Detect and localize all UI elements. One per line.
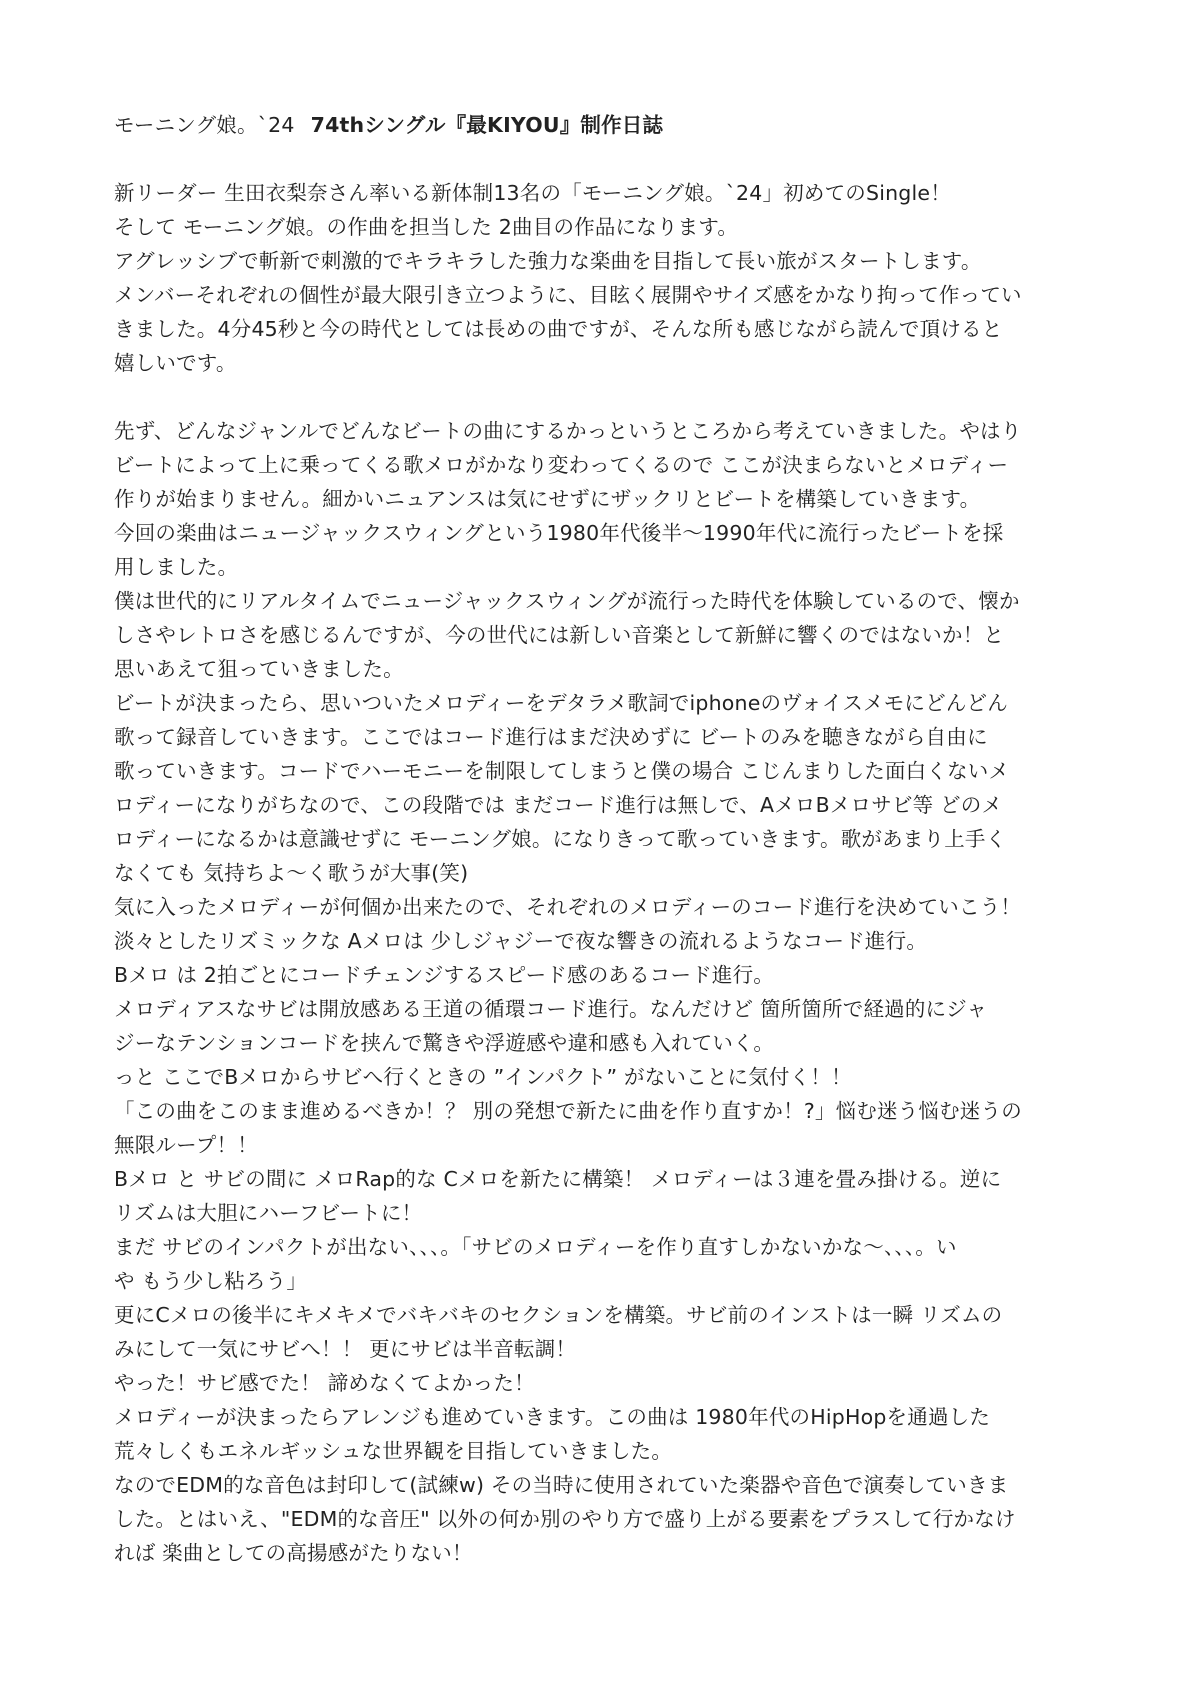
process-paragraph <box>114 414 1084 1570</box>
text-line: や もう少し粘ろう」 <box>114 1269 308 1293</box>
text-line: メロディーが決まったらアレンジも進めていきます。この曲は 1980年代のHipHopを通過した <box>114 1405 991 1429</box>
intro-paragraph <box>114 176 1084 380</box>
text-line: 今回の楽曲はニュージャックスウィングという1980年代後半〜1990年代に流行ったビートを採 <box>114 521 1004 545</box>
text-line: しさやレトロさを感じるんですが、今の世代には新しい音楽として新鮮に響くのではないか！と <box>114 623 1005 647</box>
text-line: アグレッシブで斬新で刺激的でキラキラした強力な楽曲を目指して長い旅がスタートします。 <box>114 249 982 273</box>
title-group-name: モーニング娘。`24 <box>114 113 295 137</box>
text-line: 歌って録音していきます。ここではコード進行はまだ決めずに ビートのみを聴きながら自由に <box>114 725 988 749</box>
text-line: 淡々としたリズミックな Aメロは 少しジャジーで夜な響きの流れるようなコード進行。 <box>114 929 928 953</box>
text-line: Bメロ は 2拍ごとにコードチェンジするスピード感のあるコード進行。 <box>114 963 774 987</box>
text-line: ロディーになるかは意識せずに モーニング娘。になりきって歌っていきます。歌があまり上手く <box>114 827 1007 851</box>
text-line: きました。4分45秒と今の時代としては長めの曲ですが、そんな所も感じながら読んで頂けると <box>114 317 1003 341</box>
text-line: 無限ループ！！ <box>114 1133 258 1157</box>
text-line: ビートが決まったら、思いついたメロディーをデタラメ歌詞でiphoneのヴォイスメモにどんどん <box>114 691 1008 715</box>
text-line: ビートによって上に乗ってくる歌メロがかなり変わってくるので ここが決まらないとメロディー <box>114 453 1009 477</box>
text-line: そして モーニング娘。の作曲を担当した 2曲目の作品になります。 <box>114 215 739 239</box>
text-line: 先ず、どんなジャンルでどんなビートの曲にするかっというところから考えていきました。やはり <box>114 419 1022 443</box>
text-line: メンバーそれぞれの個性が最大限引き立つように、目眩く展開やサイズ感をかなり拘って作ってい <box>114 283 1022 307</box>
text-line: なくても 気持ちよ〜く歌うが大事(笑) <box>114 861 469 885</box>
title-single-name: 74thシングル『最KIYOU』制作日誌 <box>310 113 664 137</box>
text-line: Bメロ と サビの間に メロRap的な Cメロを新たに構築！ メロディーは３連を畳み掛ける。逆に <box>114 1167 1002 1191</box>
text-line: 思いあえて狙っていきました。 <box>114 657 404 681</box>
text-line: ロディーになりがちなので、この段階では まだコード進行は無しで、AメロBメロサビ等 どのメ <box>114 793 1003 817</box>
text-line: 気に入ったメロディーが何個か出来たので、それぞれのメロディーのコード進行を決めていこう！ <box>114 895 1022 919</box>
text-line: 作りが始まりません。細かいニュアンスは気にせずにザックリとビートを構築していきます。 <box>114 487 981 511</box>
text-line: れば 楽曲としての高揚感がたりない！ <box>114 1541 473 1565</box>
text-line: みにして一気にサビへ！！ 更にサビは半音転調！ <box>114 1337 577 1361</box>
text-line: 更にCメロの後半にキメキメでバキバキのセクションを構築。サビ前のインストは一瞬 リズムの <box>114 1303 1003 1327</box>
document-page <box>114 108 1084 1570</box>
text-line: 嬉しいです。 <box>114 351 237 375</box>
text-line: ジーなテンションコードを挟んで驚きや浮遊感や違和感も入れていく。 <box>114 1031 775 1055</box>
text-line: やった！サビ感でた！ 諦めなくてよかった！ <box>114 1371 535 1395</box>
text-line: した。とはいえ、"EDM的な音圧" 以外の何か別のやり方で盛り上がる要素をプラスして行かなけ <box>114 1507 1016 1531</box>
document-title <box>114 108 1084 142</box>
text-line: 用しました。 <box>114 555 239 579</box>
text-line: 僕は世代的にリアルタイムでニュージャックスウィングが流行った時代を体験しているので、懐か <box>114 589 1020 613</box>
blank-line <box>114 380 1084 414</box>
text-line: 「この曲をこのまま進めるべきか！？ 別の発想で新たに曲を作り直すか！?」悩む迷う悩む迷うの <box>114 1099 1022 1123</box>
text-line: っと ここでBメロからサビへ行くときの ”インパクト” がないことに気付く！！ <box>114 1065 852 1089</box>
blank-line <box>114 142 1084 176</box>
text-line: メロディアスなサビは開放感ある王道の循環コード進行。なんだけど 箇所箇所で経過的にジャ <box>114 997 988 1021</box>
text-line: 荒々しくもエネルギッシュな世界観を目指していきました。 <box>114 1439 673 1463</box>
text-line: リズムは大胆にハーフビートに！ <box>114 1201 423 1225</box>
text-line: 歌っていきます。コードでハーモニーを制限してしまうと僕の場合 こじんまりした面白くないメ <box>114 759 1010 783</box>
text-line: 新リーダー 生田衣梨奈さん率いる新体制13名の「モーニング娘。`24」初めてのSingle！ <box>114 181 951 205</box>
text-line: なのでEDM的な音色は封印して(試練w) その当時に使用されていた楽器や音色で演奏していきま <box>114 1473 1009 1497</box>
text-line: まだ サビのインパクトが出ない、、、。「サビのメロディーを作り直すしかないかな〜、、、。い <box>114 1235 957 1259</box>
